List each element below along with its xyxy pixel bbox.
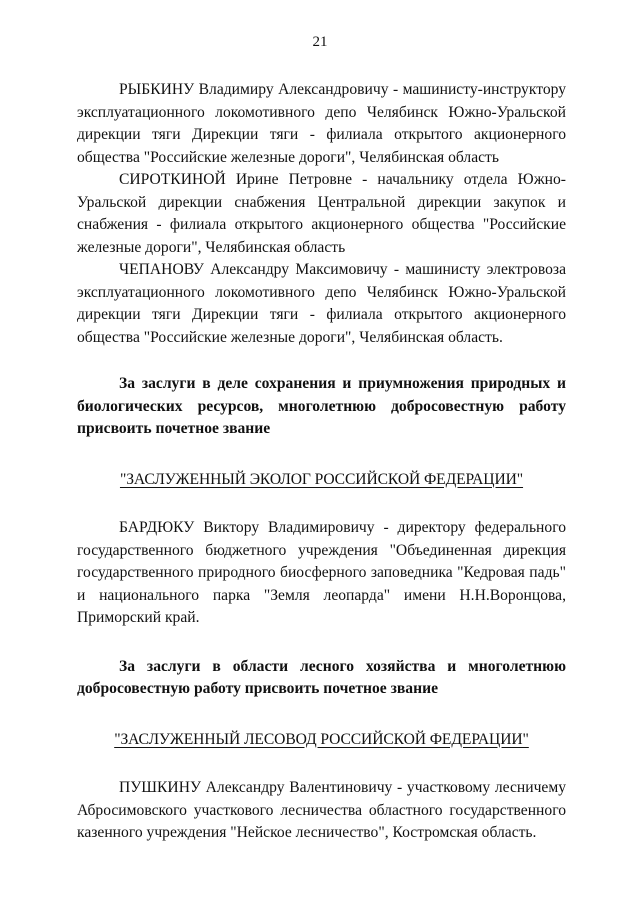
award-paragraph-pushkin: ПУШКИНУ Александру Валентиновичу - участковому лесничему Абросимовского участкового лесничества областного государственного казенного учреждения "Нейское лесничество", Костромская область. xyxy=(77,779,566,841)
award-paragraph-rybkin: РЫБКИНУ Владимиру Александровичу - машинисту-инструктору эксплуатационного локомотивного депо Челябинск Южно-Уральской дирекции тяги Дирекции тяги - филиала открытого акционерного общества "Российские железные дороги", Челябинская область xyxy=(77,81,566,166)
page-number: 21 xyxy=(312,34,328,50)
document-body xyxy=(77,79,566,845)
award-paragraph-sirotkina: СИРОТКИНОЙ Ирине Петровне - начальнику отдела Южно-Уральской дирекции снабжения Центральной дирекции закупок и снабжения - филиала открытого акционерного общества "Российские железные дороги", Челябинская область xyxy=(77,171,566,256)
section-heading-ecology: За заслуги в деле сохранения и приумножения природных и биологических ресурсов, многолетнюю добросовестную работу присвоить почетное звание xyxy=(77,375,566,437)
honorary-title-forester: "ЗАСЛУЖЕННЫЙ ЛЕСОВОД РОССИЙСКОЙ ФЕДЕРАЦИИ" xyxy=(114,730,529,748)
award-paragraph-bardyuk: БАРДЮКУ Виктору Владимировичу - директору федерального государственного бюджетного учреждения "Объединенная дирекция государственного природного биосферного заповедника "Кедровая падь" и национального парка "Земля леопарда" имени Н.Н.Воронцова, Приморский край. xyxy=(77,519,566,626)
section-heading-forestry: За заслуги в области лесного хозяйства и многолетнюю добросовестную работу присвоить почетное звание xyxy=(77,657,566,697)
honorary-title-ecologist: "ЗАСЛУЖЕННЫЙ ЭКОЛОГ РОССИЙСКОЙ ФЕДЕРАЦИИ" xyxy=(119,470,524,488)
award-paragraph-chepanov: ЧЕПАНОВУ Александру Максимовичу - машинисту электровоза эксплуатационного локомотивного депо Челябинск Южно-Уральской дирекции тяги Дирекции тяги - филиала открытого акционерного общества "Российские железные дороги", Челябинская область. xyxy=(77,261,566,346)
